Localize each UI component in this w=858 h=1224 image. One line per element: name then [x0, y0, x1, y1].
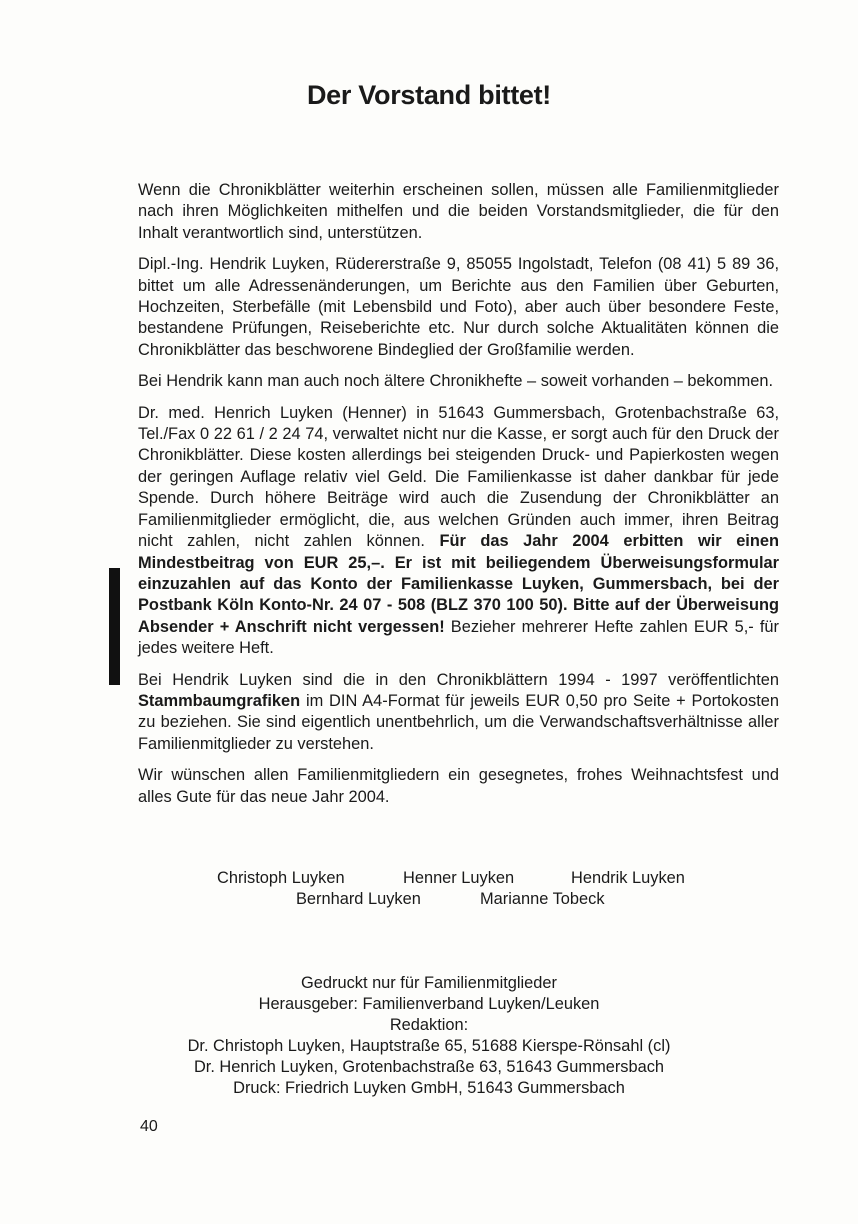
body-text: [138, 180, 779, 818]
extra-copies-text: Bezieher mehrerer Hefte zahlen EUR 5,- für jedes weitere Heft.: [138, 617, 779, 658]
paragraph-family-trees: [138, 670, 779, 756]
imprint-line: Druck: Friedrich Luyken GmbH, 51643 Gummersbach: [233, 1079, 625, 1097]
paragraph-older-issues: Bei Hendrik kann man auch noch ältere Chronikhefte – soweit vorhanden – bekommen.: [138, 372, 774, 391]
family-trees-text-a: Bei Hendrik Luyken sind die in den Chronikblättern 1994 - 1997 veröffentlichten: [138, 670, 779, 689]
imprint-line: Herausgeber: Familienverband Luyken/Leuken: [258, 995, 600, 1013]
page-number: 40: [140, 1118, 158, 1135]
imprint-line: Dr. Henrich Luyken, Grotenbachstraße 63, 51643 Gummersbach: [193, 1058, 665, 1076]
paragraph-greetings: Wir wünschen allen Familienmitgliedern ein gesegnetes, frohes Weihnachtsfest und alles Gute für das neue Jahr 2004.: [138, 766, 779, 806]
signature-bernhard: Bernhard Luyken: [296, 890, 421, 908]
signature-marianne: Marianne Tobeck: [480, 890, 605, 908]
imprint-line: Dr. Christoph Luyken, Hauptstraße 65, 51688 Kierspe-Rönsahl (cl): [187, 1037, 671, 1055]
page-title: Der Vorstand bittet!: [306, 80, 551, 110]
signature-henner: Henner Luyken: [403, 869, 515, 887]
family-trees-text-c: im DIN A4-Format für jeweils EUR 0,50 pro Seite + Portokosten zu beziehen. Sie sind eigentlich unentbehrlich, um die Verwandschaftsverhältnisse aller Familienmitglieder zu verstehen.: [138, 691, 779, 753]
imprint-line: Gedruckt nur für Familienmitglieder: [301, 974, 557, 992]
paragraph-intro: Wenn die Chronikblätter weiterhin erscheinen sollen, müssen alle Familienmitglieder nach ihren Möglichkeiten mithelfen und die beiden Vorstandsmitglieder, die für den Inhalt verantwortlich sind, unterstützen.: [138, 181, 779, 242]
imprint: [0, 973, 858, 1099]
paragraph-hendrik-contact: Dipl.-Ing. Hendrik Luyken, Rüdererstraße 9, 85055 Ingolstadt, Telefon (08 41) 5 89 36, bittet um alle Adressenänderungen, um Berichte aus den Familien über Geburten, Hochzeiten, Sterbefälle (mit Lebensbild und Foto), aber auch über besondere Feste, bestandene Prüfungen, Reiseberichte etc. Nur durch solche Aktualitäten können die Chronikblätter das beschworene Bindeglied der Großfamilie werden.: [138, 255, 779, 359]
margin-marker-bar: [109, 568, 120, 685]
signature-hendrik: Hendrik Luyken: [571, 869, 685, 887]
paragraph-henner-treasury: [138, 403, 779, 660]
family-trees-term: Stammbaumgrafiken: [138, 691, 301, 710]
imprint-line: Redaktion:: [389, 1016, 469, 1034]
treasury-text: Dr. med. Henrich Luyken (Henner) in 51643 Gummersbach, Grotenbachstraße 63, Tel./Fax 0 22 61 / 2 24 74, verwaltet nicht nur die Kasse, er sorgt auch für den Druck der Chronikblätter. Diese kosten allerdings bei steigenden Druck- und Papierkosten wegen der geringen Auflage relativ viel Geld. Die Familienkasse ist daher dankbar für jede Spende. Durch höhere Beiträge wird auch die Zusendung der Chronikblätter an Familienmitglieder ermöglicht, die, aus welchen Gründen auch immer, ihren Beitrag nicht zahlen, nicht zahlen können.: [138, 403, 779, 551]
signature-christoph: Christoph Luyken: [217, 869, 345, 887]
contribution-notice: Für das Jahr 2004 erbitten wir einen Mindestbeitrag von EUR 25,–. Er ist mit beiliegendem Überweisungsformular einzuzahlen auf das Konto der Familienkasse Luyken, Gummersbach, bei der Postbank Köln Konto-Nr. 24 07 - 508 (BLZ 370 100 50). Bitte auf der Überweisung Absender + Anschrift nicht vergessen!: [138, 532, 780, 636]
